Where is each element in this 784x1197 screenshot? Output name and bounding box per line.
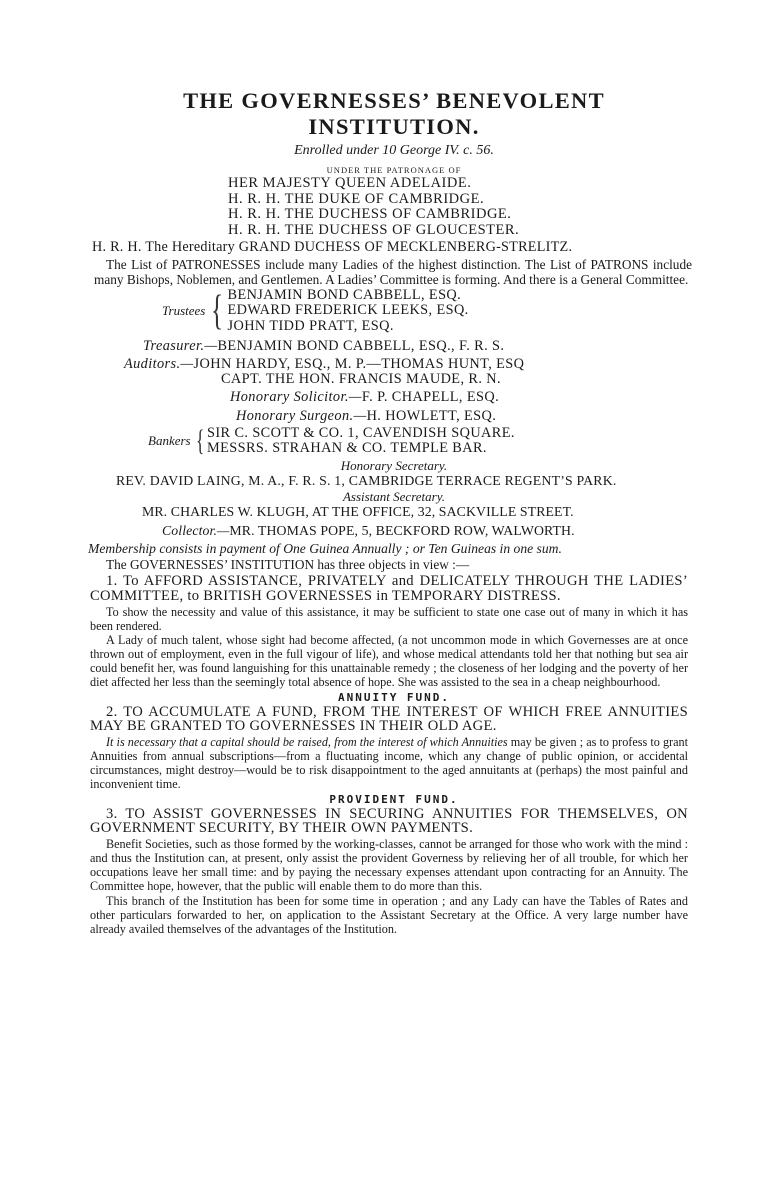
objects-intro: The GOVERNESSES’ INSTITUTION has three objects in view :— bbox=[106, 556, 470, 572]
bankers-block bbox=[148, 426, 688, 456]
trustee-item: JOHN TIDD PRATT, ESQ. bbox=[227, 317, 394, 334]
document-page bbox=[88, 88, 692, 936]
object-2-heading: 2. TO ACCUMULATE A FUND, FROM THE INTEREST OF WHICH FREE ANNUITIES MAY BE GRANTED TO GOVERNESSES IN THEIR OLD AGE. bbox=[90, 703, 688, 735]
banker-item: SIR C. SCOTT & CO. 1, CAVENDISH SQUARE. bbox=[207, 424, 515, 441]
trustee-item: BENJAMIN BOND CABBELL, ESQ. bbox=[227, 287, 462, 304]
trustee-item: EDWARD FREDERICK LEEKS, ESQ. bbox=[227, 302, 469, 319]
patrons-list bbox=[228, 176, 688, 238]
annuity-fund-heading: ANNUITY FUND. bbox=[337, 690, 451, 704]
bankers-label: Bankers bbox=[148, 433, 191, 449]
auditors-label: Auditors.— bbox=[124, 356, 194, 372]
auditors-names: JOHN HARDY, ESQ., M. P.—THOMAS HUNT, ESQ bbox=[193, 356, 525, 372]
object-2-text-italic: It is necessary that a capital should be raised, from the interest of which Annuities bbox=[106, 735, 508, 750]
auditors-line bbox=[124, 357, 688, 372]
patron-item: H. R. H. THE DUCHESS OF GLOUCESTER. bbox=[228, 221, 520, 238]
surgeon-line bbox=[236, 409, 688, 424]
treasurer-name: BENJAMIN BOND CABBELL, ESQ., F. R. S. bbox=[217, 337, 505, 354]
collector-label: Collector.— bbox=[162, 522, 230, 538]
solicitor-line bbox=[230, 390, 688, 405]
object-3-paragraph-2: This branch of the Institution has been for some time in operation ; and any Lady can have the Tables of Rates and other particulars forwarded to her, on application to the Assistant Secretary at the Office. A very large number have already availed themselves of the advantages of the Institution. bbox=[90, 893, 688, 936]
object-1-paragraph-1: To show the necessity and value of this assistance, it may be sufficient to state one case out of many in which it has been rendered. bbox=[90, 605, 688, 634]
treasurer-label: Treasurer.— bbox=[143, 337, 218, 354]
object-1-paragraph-2: A Lady of much talent, whose sight had become affected, (a not uncommon mode in which Governesses are at once thrown out of employment, even in the full vigour of life), and whose medical attendants told her that nothing but sea air could benefit her, was found languishing for this unattainable remedy ; the closeness of her lodging and the poverty of her diet affected her less than the seemingly total absence of hope. She was assisted to the sea in a cheap neighbourhood. bbox=[90, 633, 688, 690]
patron-item: HER MAJESTY QUEEN ADELAIDE. bbox=[228, 175, 472, 191]
patronage-label: UNDER THE PATRONAGE OF bbox=[326, 165, 462, 175]
bankers-list bbox=[207, 426, 515, 456]
collector-name: MR. THOMAS POPE, 5, BECKFORD ROW, WALWORTH. bbox=[229, 522, 575, 538]
object-2-text: may be given ; as to profess to grant Annuities from annual subscriptions—from a fluctuating income, which any change of public opinion, or accidental circumstances, might destroy—would be to risk disappointment to the aged annuitants at (perhaps) the most painful and inconvenient time. bbox=[90, 735, 689, 792]
asst-secretary-label: Assistant Secretary. bbox=[342, 489, 446, 505]
object-3-paragraph-1: Benefit Societies, such as those formed by the working-classes, cannot be arranged for those who work with the mind : and thus the Institution can, at present, only assist the provident Governess by relieving her of all trouble, for which her occupations leave her small time: and by paying the necessary expenses attendant upon contracting for an Annuity. The Committee hope, however, that the public will enable them to do more than this. bbox=[90, 837, 688, 894]
brace-icon: { bbox=[195, 424, 205, 458]
page-title: THE GOVERNESSES’ BENEVOLENT INSTITUTION. bbox=[183, 88, 605, 139]
trustees-block bbox=[162, 288, 688, 334]
trustees-list bbox=[228, 288, 469, 334]
solicitor-name: F. P. CHAPELL, ESQ. bbox=[361, 389, 500, 406]
patron-item: H. R. H. THE DUKE OF CAMBRIDGE. bbox=[228, 190, 485, 207]
membership-line: Membership consists in payment of One Guinea Annually ; or Ten Guineas in one sum. bbox=[88, 540, 562, 556]
trustees-label: Trustees bbox=[162, 302, 206, 318]
object-3-heading: 3. TO ASSIST GOVERNESSES IN SECURING ANNUITIES FOR THEMSELVES, ON GOVERNMENT SECURITY, BY THEIR OWN PAYMENTS. bbox=[90, 805, 688, 837]
banker-item: MESSRS. STRAHAN & CO. TEMPLE BAR. bbox=[207, 440, 487, 457]
surgeon-label: Honorary Surgeon.— bbox=[236, 407, 367, 424]
patron-item: H. R. H. THE DUCHESS OF CAMBRIDGE. bbox=[228, 206, 512, 222]
solicitor-label: Honorary Solicitor.— bbox=[230, 389, 362, 406]
collector-line bbox=[162, 523, 688, 538]
hon-secretary-label: Honorary Secretary. bbox=[340, 458, 448, 474]
intro-paragraph: The List of PATRONESSES include many Ladies of the highest distinction. The List of PATRONS include many Bishops, Noblemen, and Gentlemen. A Ladies’ Committee is forming. And there is a General Committee. bbox=[94, 257, 692, 287]
object-1-heading: 1. To AFFORD ASSISTANCE, PRIVATELY and DELICATELY THROUGH THE LADIES’ COMMITTEE, to BRITISH GOVERNESSES in TEMPORARY DISTRESS. bbox=[90, 573, 688, 605]
object-2-paragraph bbox=[90, 735, 688, 791]
treasurer-line bbox=[143, 339, 688, 354]
provident-fund-heading: PROVIDENT FUND. bbox=[329, 792, 459, 806]
grand-duchess-line: H. R. H. The Hereditary GRAND DUCHESS OF MECKLENBERG-STRELITZ. bbox=[92, 239, 573, 255]
surgeon-name: H. HOWLETT, ESQ. bbox=[366, 407, 497, 424]
asst-secretary: MR. CHARLES W. KLUGH, AT THE OFFICE, 32, SACKVILLE STREET. bbox=[142, 504, 574, 520]
hon-secretary: REV. DAVID LAING, M. A., F. R. S. 1, CAMBRIDGE TERRACE REGENT’S PARK. bbox=[116, 473, 617, 489]
enrolled-statement: Enrolled under 10 George IV. c. 56. bbox=[294, 143, 494, 158]
auditors-line-2: CAPT. THE HON. FRANCIS MAUDE, R. N. bbox=[221, 371, 501, 388]
brace-icon: { bbox=[211, 287, 224, 334]
